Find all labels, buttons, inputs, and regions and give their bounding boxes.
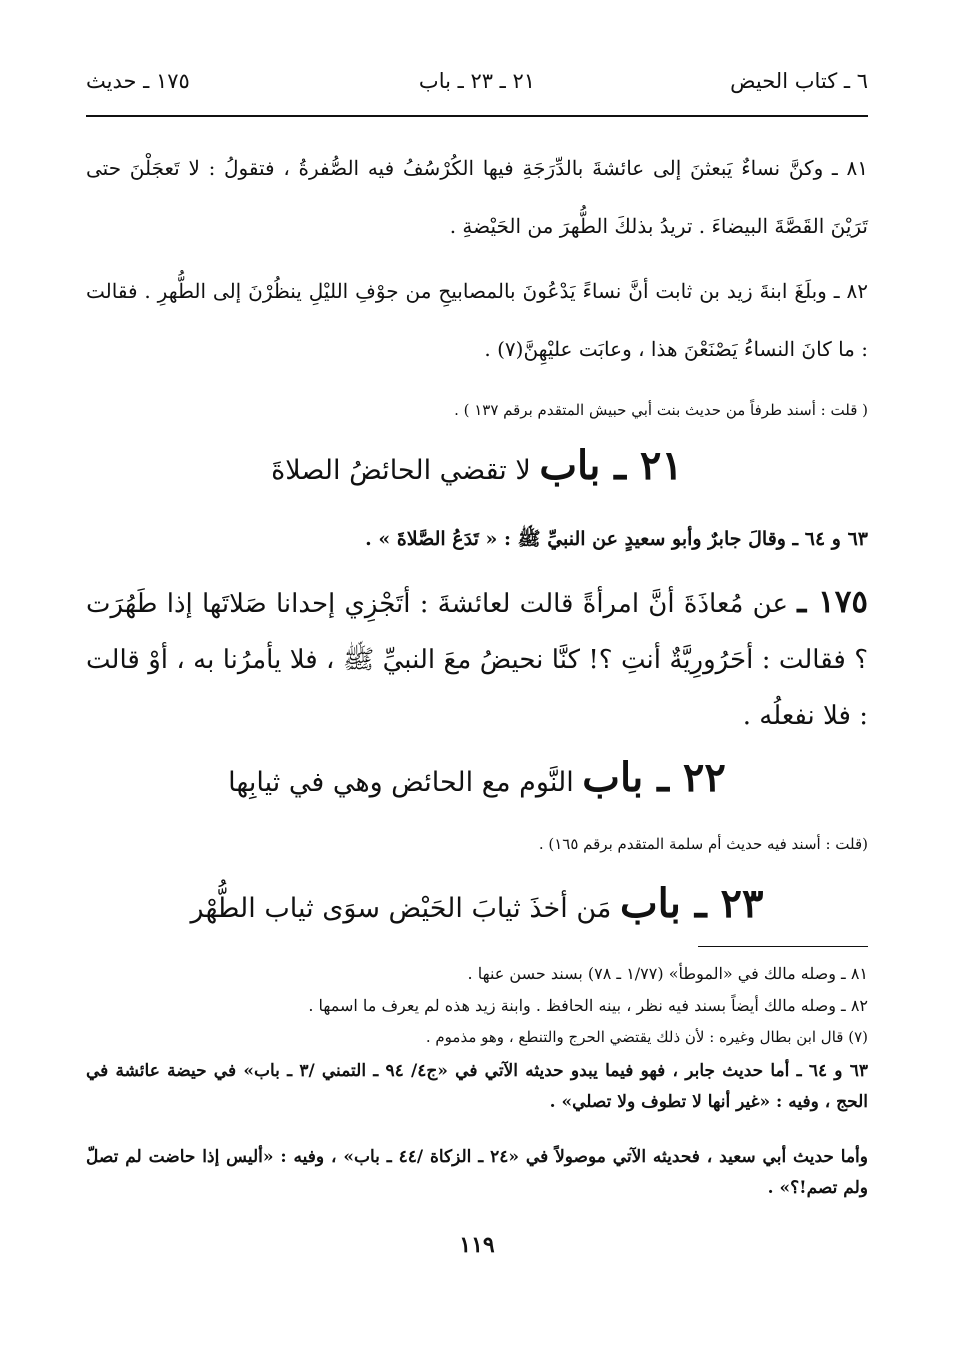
running-header — [86, 66, 868, 110]
footnote-81: ٨١ ـ وصله مالك في «الموطأ» (١/٧٧ ـ ٧٨) بسند حسن عنها . — [467, 964, 868, 983]
footnote-63-64-abu-said: وأما حديث أبي سعيد ، فحديثه الآتي موصولاً في «٢٤ ـ الزكاة /٤٤ ـ باب» ، وفيه : «أليس إذا حاضت لم تصلّ ولم تصم!؟» . — [86, 1147, 868, 1198]
footnote-82: ٨٢ ـ وصله مالك أيضاً بسند فيه نظر ، بينه الحافظ . وابنة زيد هذه لم يعرف ما اسمها . — [308, 996, 868, 1015]
chapter-21-number: ٢١ ـ باب — [539, 442, 683, 489]
header-divider — [86, 115, 868, 117]
hadith-81-paragraph: ٨١ ـ وكنَّ نساءٌ يَبعثنَ إلى عائشةَ بالدِّرَجَةِ فيها الكُرْسُفُ فيه الصُّفرةُ ، فتقولُ : لا تَعجَلْنَ حتى تَرَيْنَ القَصَّةَ البيضاءَ . تريدُ بذلكَ الطُّهرَ من الحَيْضةِ . — [86, 156, 868, 238]
hadith-175-number: ١٧٥ ـ — [797, 584, 868, 620]
footnote-divider — [698, 946, 868, 947]
footnote-63-64-jabir: ٦٣ و ٦٤ ـ أما حديث جابر ، فهو فيما يبدو حديثه الآتي في «ج٤/ ٩٤ ـ التمني /٣ ـ باب» في حيضة عائشة في الحج ، وفيه : «غير أنها لا تطوف ولا تصلي» . — [86, 1061, 869, 1112]
chapter-23-heading — [86, 874, 868, 939]
footnote-7: (٧) قال ابن بطال وغيره : لأن ذلك يقتضي الحرج والتنطع ، وهو مذموم . — [425, 1028, 868, 1046]
chapter-22-heading — [86, 748, 868, 813]
header-book-title: ٦ ـ كتاب الحيض — [730, 69, 868, 93]
chapter-22-number: ٢٢ ـ باب — [582, 754, 726, 801]
hadith-82-paragraph: ٨٢ ـ وبلَغَ ابنةَ زيد بن ثابت أنَّ نساءً يَدْعُونَ بالمصابيحِ من جوْفِ الليْلِ ينظُرْنَ إلى الطُّهرِ . فقالت : ما كانَ النساءُ يَصْنَعْنَ هذا ، وعابَت عليْهِنَّ(٧) . — [86, 279, 868, 361]
editor-note-2: (قلت : أسند فيه حديث أم سلمة المتقدم برقم ١٦٥) . — [538, 835, 868, 853]
chapter-21-heading — [86, 436, 868, 501]
page-number: ١١٩ — [459, 1232, 495, 1258]
mention-63-64: ٦٣ و ٦٤ ـ وقالَ جابرٌ وأبو سعيدٍ عن النبيِّ ﷺ : « تَدَعُ الصَّلاةَ » . — [365, 528, 868, 550]
chapter-21-title: لا تقضي الحائضُ الصلاةَ — [271, 455, 531, 486]
editor-note-1: ( قلت : أسند طرفاً من حديث بنت أبي حبيش المتقدم برقم ١٣٧ ) . — [454, 401, 868, 419]
header-hadith-range: ١٧٥ ـ حديث — [86, 69, 190, 93]
header-chapter-range: ٢١ ـ ٢٣ ـ باب — [418, 69, 536, 93]
chapter-23-number: ٢٣ ـ باب — [619, 880, 764, 927]
hadith-175-text: عن مُعاذَةَ أنَّ امرأةً قالت لعائشةَ : أتَجْزِي إحدانا صَلاتَها إذا طَهُرَت ؟ فقالت : أحَرُورِيَّةٌ أنتِ ؟! كنَّا نحيضُ معَ النبيِّ ﷺ ، فلا يأمرُنا به ، أوْ قالت : فلا نفعلُه . — [86, 589, 868, 731]
hadith-175-paragraph — [86, 574, 868, 744]
chapter-22-title: النَّوم مع الحائض وهي في ثيابِها — [228, 767, 574, 798]
chapter-23-title: مَن أخذَ ثيابَ الحَيْض سوَى ثياب الطُّهْر — [190, 893, 612, 924]
